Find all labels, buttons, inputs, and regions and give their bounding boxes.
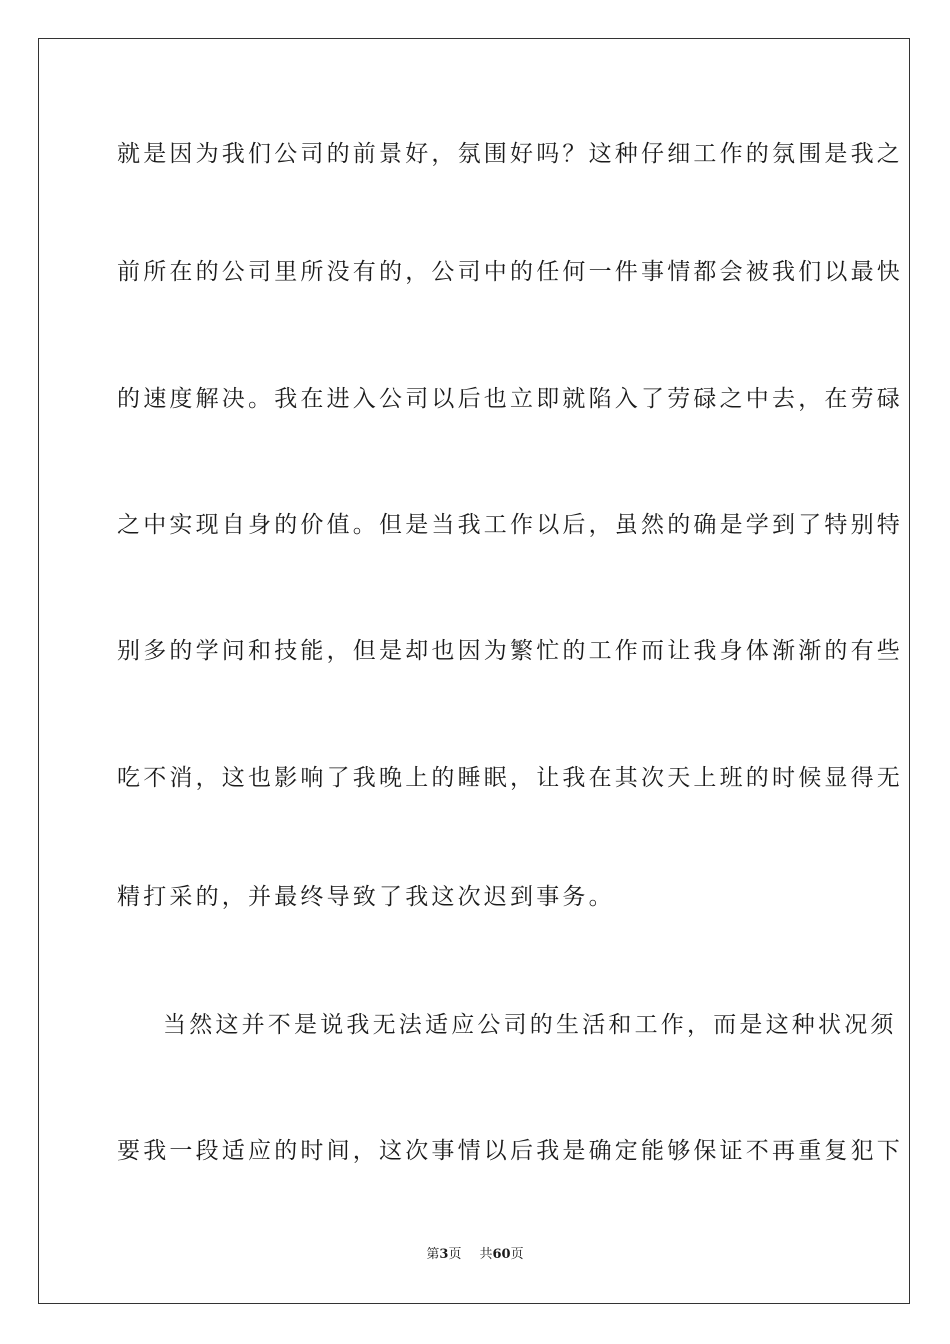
- text-line-6: 吃不消，这也影响了我晚上的睡眠，让我在其次天上班的时候显得无: [117, 765, 903, 791]
- text-line-8-paragraph-start: 当然这并不是说我无法适应公司的生活和工作，而是这种状况须: [163, 1012, 897, 1038]
- text-line-4: 之中实现自身的价值。但是当我工作以后，虽然的确是学到了特别特: [117, 512, 903, 538]
- text-line-7: 精打采的，并最终导致了我这次迟到事务。: [117, 884, 615, 910]
- page-footer: [0, 1246, 950, 1264]
- footer-page-number: 3: [439, 1247, 449, 1262]
- text-line-2: 前所在的公司里所没有的，公司中的任何一件事情都会被我们以最快: [117, 259, 903, 285]
- text-line-5: 别多的学问和技能，但是却也因为繁忙的工作而让我身体渐渐的有些: [117, 638, 903, 664]
- page-frame: [38, 38, 910, 1304]
- text-line-1: 就是因为我们公司的前景好，氛围好吗？这种仔细工作的氛围是我之: [117, 141, 903, 167]
- footer-total-suffix: 页: [510, 1247, 524, 1262]
- footer-total-prefix: 共: [479, 1247, 493, 1262]
- text-line-3: 的速度解决。我在进入公司以后也立即就陷入了劳碌之中去，在劳碌: [117, 386, 903, 412]
- footer-page-prefix: 第: [426, 1247, 440, 1262]
- footer-total-number: 60: [492, 1247, 511, 1262]
- footer-page-suffix: 页: [448, 1247, 462, 1262]
- text-line-9: 要我一段适应的时间，这次事情以后我是确定能够保证不再重复犯下: [117, 1138, 903, 1164]
